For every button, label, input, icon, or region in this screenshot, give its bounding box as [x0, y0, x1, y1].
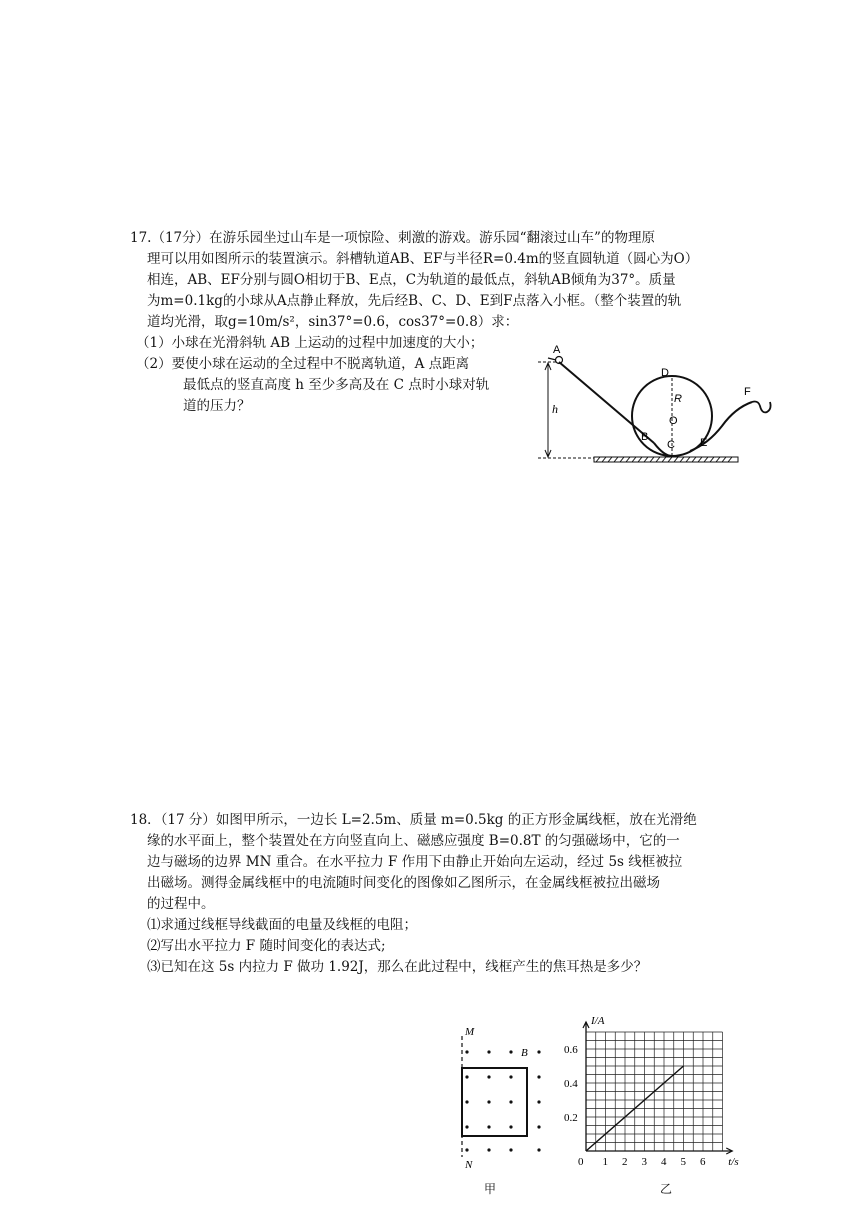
x-tick-label: 2	[622, 1156, 628, 1168]
y-tick-label: 0.2	[564, 1112, 578, 1124]
q18-line: 边与磁场的边界 MN 重合。在水平拉力 F 作用下由静止开始向左运动，经过 5s 线框被拉	[147, 854, 683, 870]
question-18	[130, 810, 740, 978]
x-tick-label: 3	[641, 1156, 647, 1168]
label-O: O	[669, 415, 678, 427]
q18-line: 出磁场。测得金属线框中的电流随时间变化的图像如乙图所示，在金属线框被拉出磁场	[147, 875, 660, 891]
label-E: E	[700, 437, 708, 449]
caption-yi: 乙	[660, 1182, 673, 1196]
q18-subquestion-3: ⑶已知在这 5s 内拉力 F 做功 1.92J，那么在此过程中，线框产生的焦耳热是多少？	[147, 959, 648, 975]
caption-jia: 甲	[484, 1182, 497, 1196]
label-h: h	[552, 402, 558, 416]
label-B: B	[641, 431, 649, 443]
x-tick-label: 4	[661, 1156, 667, 1168]
q17-line: 道均光滑，取g=10m/s²，sin37°=0.6，cos37°=0.8）求：	[147, 314, 519, 330]
label-C: C	[667, 439, 675, 451]
q17-subquestion-1: （1）小球在光滑斜轨 AB 上运动的过程中加速度的大小；	[136, 335, 484, 351]
label-M: M	[465, 1026, 475, 1038]
roller-coaster-figure	[530, 340, 790, 470]
figure-jia	[450, 1022, 560, 1172]
label-N: N	[465, 1159, 473, 1171]
q18-line: 的过程中。	[147, 896, 215, 912]
x-tick-label: 0	[578, 1156, 584, 1168]
q17-line: 理可以用如图所示的装置演示。斜槽轨道AB、EF与半径R=0.4m的竖直圆轨道（圆心为O）	[147, 251, 699, 267]
x-axis-label: t/s	[728, 1156, 739, 1168]
y-axis-label: I/A	[591, 1015, 605, 1027]
q17-line: 17.（17分）在游乐园坐过山车是一项惊险、刺激的游戏。游乐园“翻滚过山车”的物理原	[130, 230, 655, 246]
q17-subquestion-2-cont: 道的压力？	[183, 398, 251, 414]
x-tick-label: 1	[602, 1156, 608, 1168]
q17-line: 相连，AB、EF分别与圆O相切于B、E点，C为轨道的最低点，斜轨AB倾角为37°。质量	[147, 272, 676, 288]
q18-line: 缘的水平面上，整个装置处在方向竖直向上、磁感应强度 B=0.8T 的匀强磁场中，它的一	[147, 833, 680, 849]
label-D: D	[661, 367, 669, 379]
y-tick-label: 0.6	[564, 1044, 578, 1056]
q18-subquestion-2: ⑵写出水平拉力 F 随时间变化的表达式;	[147, 938, 386, 954]
q17-subquestion-2-cont: 最低点的竖直高度 h 至少多高及在 C 点时小球对轨	[183, 377, 490, 393]
q17-subquestion-2: （2）要使小球在运动的全过程中不脱离轨道，A 点距离	[136, 356, 470, 372]
label-A: A	[553, 344, 561, 356]
label-R: R	[674, 393, 682, 405]
figure-yi-chart	[560, 1006, 760, 1176]
y-tick-label: 0.4	[564, 1078, 578, 1090]
x-tick-label: 5	[680, 1156, 686, 1168]
q18-subquestion-1: ⑴求通过线框导线截面的电量及线框的电阻；	[147, 917, 417, 933]
square-coil	[462, 1068, 527, 1136]
q17-line: 为m=0.1kg的小球从A点静止释放，先后经B、C、D、E到F点落入小框。（整个装置的轨	[147, 293, 682, 309]
label-F: F	[744, 386, 751, 398]
q18-line: 18．（17 分）如图甲所示，一边长 L=2.5m、质量 m=0.5kg 的正方形金属线框，放在光滑绝	[130, 812, 697, 828]
x-tick-label: 6	[700, 1156, 706, 1168]
label-B-field: B	[521, 1047, 528, 1059]
